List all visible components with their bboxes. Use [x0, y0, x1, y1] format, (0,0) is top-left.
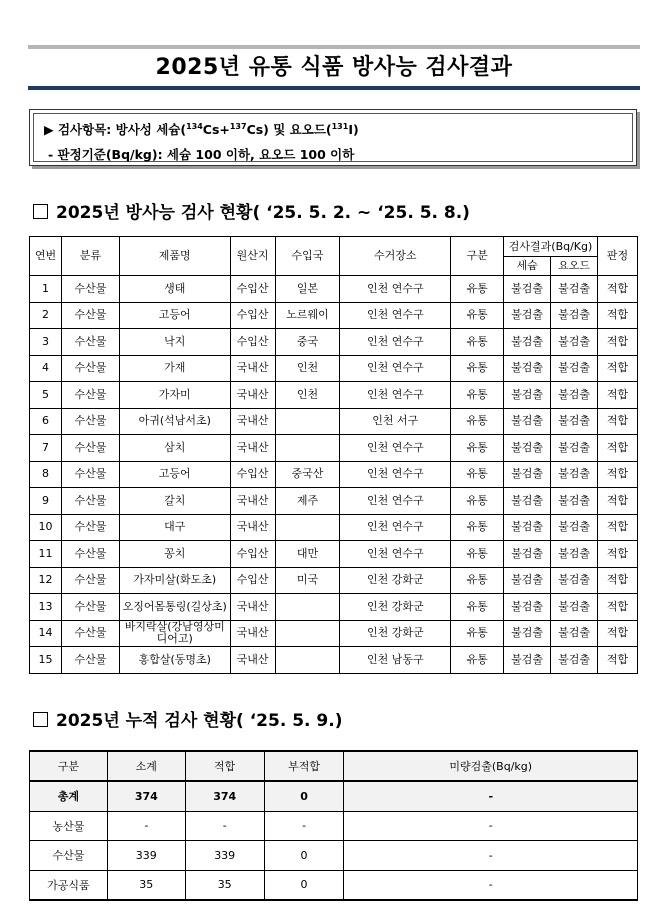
cell-location: 인천 강화군 — [340, 567, 451, 594]
cell-type: 유통 — [451, 594, 504, 621]
cell-origin: 수입산 — [230, 329, 275, 356]
cell-cesium: 불검출 — [504, 488, 551, 515]
cs137-symbol: Cs) 및 요오드( — [246, 122, 332, 137]
header-product: 제품명 — [119, 237, 230, 276]
table-row — [30, 514, 638, 541]
cell-judgment: 적합 — [597, 435, 637, 462]
criteria-line: - 판정기준(Bq/kg): 세슘 100 이하, 요오드 100 이하 — [48, 147, 355, 162]
cell-pass: 35 — [185, 870, 264, 900]
cell-origin: 국내산 — [230, 382, 275, 409]
cell-pass: 339 — [185, 841, 264, 871]
header-result: 검사결과(Bq/Kg) — [504, 237, 598, 257]
cell-no: 6 — [30, 408, 62, 435]
header-iodine: 요오드 — [551, 257, 598, 276]
header-pass: 적합 — [185, 751, 264, 781]
cell-trace: - — [344, 841, 638, 871]
cell-import-country: 제주 — [275, 488, 340, 515]
cell-trace: - — [344, 870, 638, 900]
cumulative-status-title — [33, 706, 342, 731]
cell-fail: - — [264, 811, 344, 841]
cell-judgment: 적합 — [597, 276, 637, 303]
cell-origin: 수입산 — [230, 276, 275, 303]
weekly-status-title — [33, 198, 470, 223]
cell-iodine: 불검출 — [551, 355, 598, 382]
cell-type: 유통 — [451, 620, 504, 647]
inspection-info-box — [29, 109, 637, 166]
cell-location: 인천 강화군 — [340, 620, 451, 647]
table-row — [30, 382, 638, 409]
table-row — [30, 541, 638, 568]
cell-no: 9 — [30, 488, 62, 515]
cell-type: 유통 — [451, 488, 504, 515]
cell-origin: 국내산 — [230, 435, 275, 462]
table-row — [30, 870, 638, 900]
cell-fail: 0 — [264, 781, 344, 811]
cell-judgment: 적합 — [597, 567, 637, 594]
cell-iodine: 불검출 — [551, 514, 598, 541]
cell-iodine: 불검출 — [551, 541, 598, 568]
cell-product: 홍합살(동명초) — [119, 647, 230, 674]
cell-location: 인천 연수구 — [340, 276, 451, 303]
table-row — [30, 435, 638, 462]
header-judgment: 판정 — [597, 237, 637, 276]
cell-product: 갈치 — [119, 488, 230, 515]
cell-iodine: 불검출 — [551, 276, 598, 303]
header-no: 연번 — [30, 237, 62, 276]
header-type: 구분 — [451, 237, 504, 276]
cell-category: 수산물 — [61, 567, 119, 594]
cell-type: 유통 — [451, 382, 504, 409]
cell-no: 11 — [30, 541, 62, 568]
cell-category: 수산물 — [61, 594, 119, 621]
cell-type: 유통 — [451, 461, 504, 488]
cell-type: 유통 — [451, 567, 504, 594]
cell-location: 인천 강화군 — [340, 594, 451, 621]
cs134-symbol: Cs+ — [202, 122, 230, 137]
header-subtotal: 소계 — [107, 751, 185, 781]
cell-judgment: 적합 — [597, 408, 637, 435]
cell-no: 3 — [30, 329, 62, 356]
cell-judgment: 적합 — [597, 329, 637, 356]
i131-mass-number: 131 — [331, 121, 349, 131]
checkbox-square-icon — [33, 204, 48, 219]
cell-cesium: 불검출 — [504, 408, 551, 435]
cell-import-country — [275, 514, 340, 541]
cell-product: 대구 — [119, 514, 230, 541]
header-import-country: 수입국 — [275, 237, 340, 276]
cell-product: 바지락살(강남영상미디어고) — [119, 620, 230, 647]
cell-origin: 수입산 — [230, 461, 275, 488]
table-row — [30, 620, 638, 647]
table-row — [30, 811, 638, 841]
cell-subtotal: 374 — [107, 781, 185, 811]
cell-no: 15 — [30, 647, 62, 674]
cell-cesium: 불검출 — [504, 594, 551, 621]
cell-origin: 국내산 — [230, 488, 275, 515]
cell-type: 유통 — [451, 435, 504, 462]
cell-product: 꽁치 — [119, 541, 230, 568]
cumulative-status-title-text: 2025년 누적 검사 현황( ‘25. 5. 9.) — [56, 711, 343, 731]
cell-location: 인천 연수구 — [340, 514, 451, 541]
cell-import-country — [275, 647, 340, 674]
cell-category: 수산물 — [61, 541, 119, 568]
cell-cesium: 불검출 — [504, 620, 551, 647]
cell-import-country: 일본 — [275, 276, 340, 303]
cell-iodine: 불검출 — [551, 435, 598, 462]
cell-category: 수산물 — [61, 435, 119, 462]
cell-import-country: 노르웨이 — [275, 302, 340, 329]
cell-trace: - — [344, 781, 638, 811]
cell-no: 2 — [30, 302, 62, 329]
cell-location: 인천 연수구 — [340, 382, 451, 409]
table-row — [30, 408, 638, 435]
header-cesium: 세슘 — [504, 257, 551, 276]
cell-category: 수산물 — [61, 276, 119, 303]
cell-category: 수산물 — [61, 488, 119, 515]
header-trace: 미량검출(Bq/kg) — [344, 751, 638, 781]
cell-fail: 0 — [264, 841, 344, 871]
cell-subtotal: 35 — [107, 870, 185, 900]
weekly-status-title-text: 2025년 방사능 검사 현황( ‘25. 5. 2. ~ ‘25. 5. 8.) — [56, 203, 470, 223]
cell-type: 총계 — [30, 781, 108, 811]
i131-symbol: I) — [348, 122, 359, 137]
cell-origin: 수입산 — [230, 541, 275, 568]
page-title: 2025년 유통 식품 방사능 검사결과 — [155, 55, 513, 80]
cell-import-country — [275, 620, 340, 647]
inspection-items-line — [44, 120, 359, 138]
cell-product: 삼치 — [119, 435, 230, 462]
cell-type: 수산물 — [30, 841, 108, 871]
header-origin: 원산지 — [230, 237, 275, 276]
cell-judgment: 적합 — [597, 461, 637, 488]
cell-category: 수산물 — [61, 620, 119, 647]
cell-product: 가자미살(화도초) — [119, 567, 230, 594]
cell-iodine: 불검출 — [551, 594, 598, 621]
cell-import-country: 중국산 — [275, 461, 340, 488]
table-row — [30, 841, 638, 871]
inspection-items-prefix: ▶ 검사항목: 방사성 세슘( — [44, 122, 187, 137]
cell-category: 수산물 — [61, 329, 119, 356]
table-row — [30, 567, 638, 594]
weekly-results-table — [29, 236, 638, 674]
cell-type: 유통 — [451, 408, 504, 435]
table-row — [30, 329, 638, 356]
cell-product: 생태 — [119, 276, 230, 303]
table-row — [30, 302, 638, 329]
cell-no: 13 — [30, 594, 62, 621]
header-category: 분류 — [61, 237, 119, 276]
cell-type: 유통 — [451, 541, 504, 568]
cell-product: 고등어 — [119, 302, 230, 329]
cell-origin: 국내산 — [230, 594, 275, 621]
table-row — [30, 461, 638, 488]
cell-type: 유통 — [451, 302, 504, 329]
cell-subtotal: 339 — [107, 841, 185, 871]
cell-type: 유통 — [451, 355, 504, 382]
title-top-rule — [28, 45, 640, 49]
cell-location: 인천 서구 — [340, 408, 451, 435]
cell-type: 유통 — [451, 647, 504, 674]
cell-iodine: 불검출 — [551, 382, 598, 409]
cell-trace: - — [344, 811, 638, 841]
cell-type: 유통 — [451, 514, 504, 541]
cell-cesium: 불검출 — [504, 514, 551, 541]
cell-location: 인천 연수구 — [340, 302, 451, 329]
cell-iodine: 불검출 — [551, 620, 598, 647]
cell-product: 가재 — [119, 355, 230, 382]
cell-iodine: 불검출 — [551, 567, 598, 594]
cell-import-country — [275, 408, 340, 435]
cell-iodine: 불검출 — [551, 408, 598, 435]
cell-type: 유통 — [451, 329, 504, 356]
cell-category: 수산물 — [61, 461, 119, 488]
cell-iodine: 불검출 — [551, 329, 598, 356]
cell-cesium: 불검출 — [504, 276, 551, 303]
inspection-info-inner — [33, 113, 633, 162]
cell-iodine: 불검출 — [551, 488, 598, 515]
cell-cesium: 불검출 — [504, 567, 551, 594]
cell-category: 수산물 — [61, 647, 119, 674]
table-row — [30, 781, 638, 811]
cell-judgment: 적합 — [597, 488, 637, 515]
table-row — [30, 647, 638, 674]
cell-fail: 0 — [264, 870, 344, 900]
cell-no: 8 — [30, 461, 62, 488]
cell-cesium: 불검출 — [504, 355, 551, 382]
cell-no: 4 — [30, 355, 62, 382]
cell-import-country: 인천 — [275, 382, 340, 409]
table-row — [30, 488, 638, 515]
cell-cesium: 불검출 — [504, 647, 551, 674]
cell-no: 7 — [30, 435, 62, 462]
cell-import-country: 대만 — [275, 541, 340, 568]
cell-judgment: 적합 — [597, 541, 637, 568]
cell-type: 농산물 — [30, 811, 108, 841]
cell-subtotal: - — [107, 811, 185, 841]
header-location: 수거장소 — [340, 237, 451, 276]
cell-import-country: 미국 — [275, 567, 340, 594]
table-row — [30, 276, 638, 303]
cell-pass: - — [185, 811, 264, 841]
cell-import-country — [275, 594, 340, 621]
cell-origin: 수입산 — [230, 567, 275, 594]
cell-origin: 수입산 — [230, 302, 275, 329]
cell-judgment: 적합 — [597, 355, 637, 382]
cell-cesium: 불검출 — [504, 461, 551, 488]
table-row — [30, 594, 638, 621]
checkbox-square-icon — [33, 712, 48, 727]
cell-origin: 국내산 — [230, 355, 275, 382]
cell-cesium: 불검출 — [504, 541, 551, 568]
cell-location: 인천 연수구 — [340, 541, 451, 568]
cell-no: 12 — [30, 567, 62, 594]
cell-location: 인천 연수구 — [340, 329, 451, 356]
cell-category: 수산물 — [61, 382, 119, 409]
cell-cesium: 불검출 — [504, 435, 551, 462]
cell-judgment: 적합 — [597, 514, 637, 541]
cell-judgment: 적합 — [597, 594, 637, 621]
cell-iodine: 불검출 — [551, 302, 598, 329]
cumulative-table — [29, 750, 638, 901]
cell-no: 14 — [30, 620, 62, 647]
cell-location: 인천 연수구 — [340, 461, 451, 488]
cell-pass: 374 — [185, 781, 264, 811]
cell-judgment: 적합 — [597, 620, 637, 647]
cell-cesium: 불검출 — [504, 329, 551, 356]
cell-category: 수산물 — [61, 302, 119, 329]
cell-product: 오징어몸통링(길상초) — [119, 594, 230, 621]
cell-judgment: 적합 — [597, 647, 637, 674]
cell-product: 고등어 — [119, 461, 230, 488]
cell-cesium: 불검출 — [504, 302, 551, 329]
cell-product: 낙지 — [119, 329, 230, 356]
cell-category: 수산물 — [61, 355, 119, 382]
cell-no: 5 — [30, 382, 62, 409]
cell-judgment: 적합 — [597, 302, 637, 329]
cell-cesium: 불검출 — [504, 382, 551, 409]
cell-import-country: 인천 — [275, 355, 340, 382]
cell-category: 수산물 — [61, 408, 119, 435]
cell-no: 10 — [30, 514, 62, 541]
cs137-mass-number: 137 — [229, 121, 247, 131]
cell-no: 1 — [30, 276, 62, 303]
cell-judgment: 적합 — [597, 382, 637, 409]
cell-origin: 국내산 — [230, 647, 275, 674]
cell-location: 인천 연수구 — [340, 488, 451, 515]
cell-location: 인천 연수구 — [340, 435, 451, 462]
cell-location: 인천 남동구 — [340, 647, 451, 674]
table-row — [30, 355, 638, 382]
cell-origin: 국내산 — [230, 514, 275, 541]
header-type: 구분 — [30, 751, 108, 781]
cell-location: 인천 연수구 — [340, 355, 451, 382]
cell-product: 가자미 — [119, 382, 230, 409]
header-fail: 부적합 — [264, 751, 344, 781]
cell-origin: 국내산 — [230, 408, 275, 435]
cell-category: 수산물 — [61, 514, 119, 541]
cell-iodine: 불검출 — [551, 461, 598, 488]
cell-import-country — [275, 435, 340, 462]
cell-origin: 국내산 — [230, 620, 275, 647]
cell-product: 아귀(석남서초) — [119, 408, 230, 435]
cs134-mass-number: 134 — [186, 121, 203, 131]
cell-import-country: 중국 — [275, 329, 340, 356]
cell-iodine: 불검출 — [551, 647, 598, 674]
title-bottom-rule — [28, 86, 640, 90]
cell-type: 가공식품 — [30, 870, 108, 900]
cell-type: 유통 — [451, 276, 504, 303]
